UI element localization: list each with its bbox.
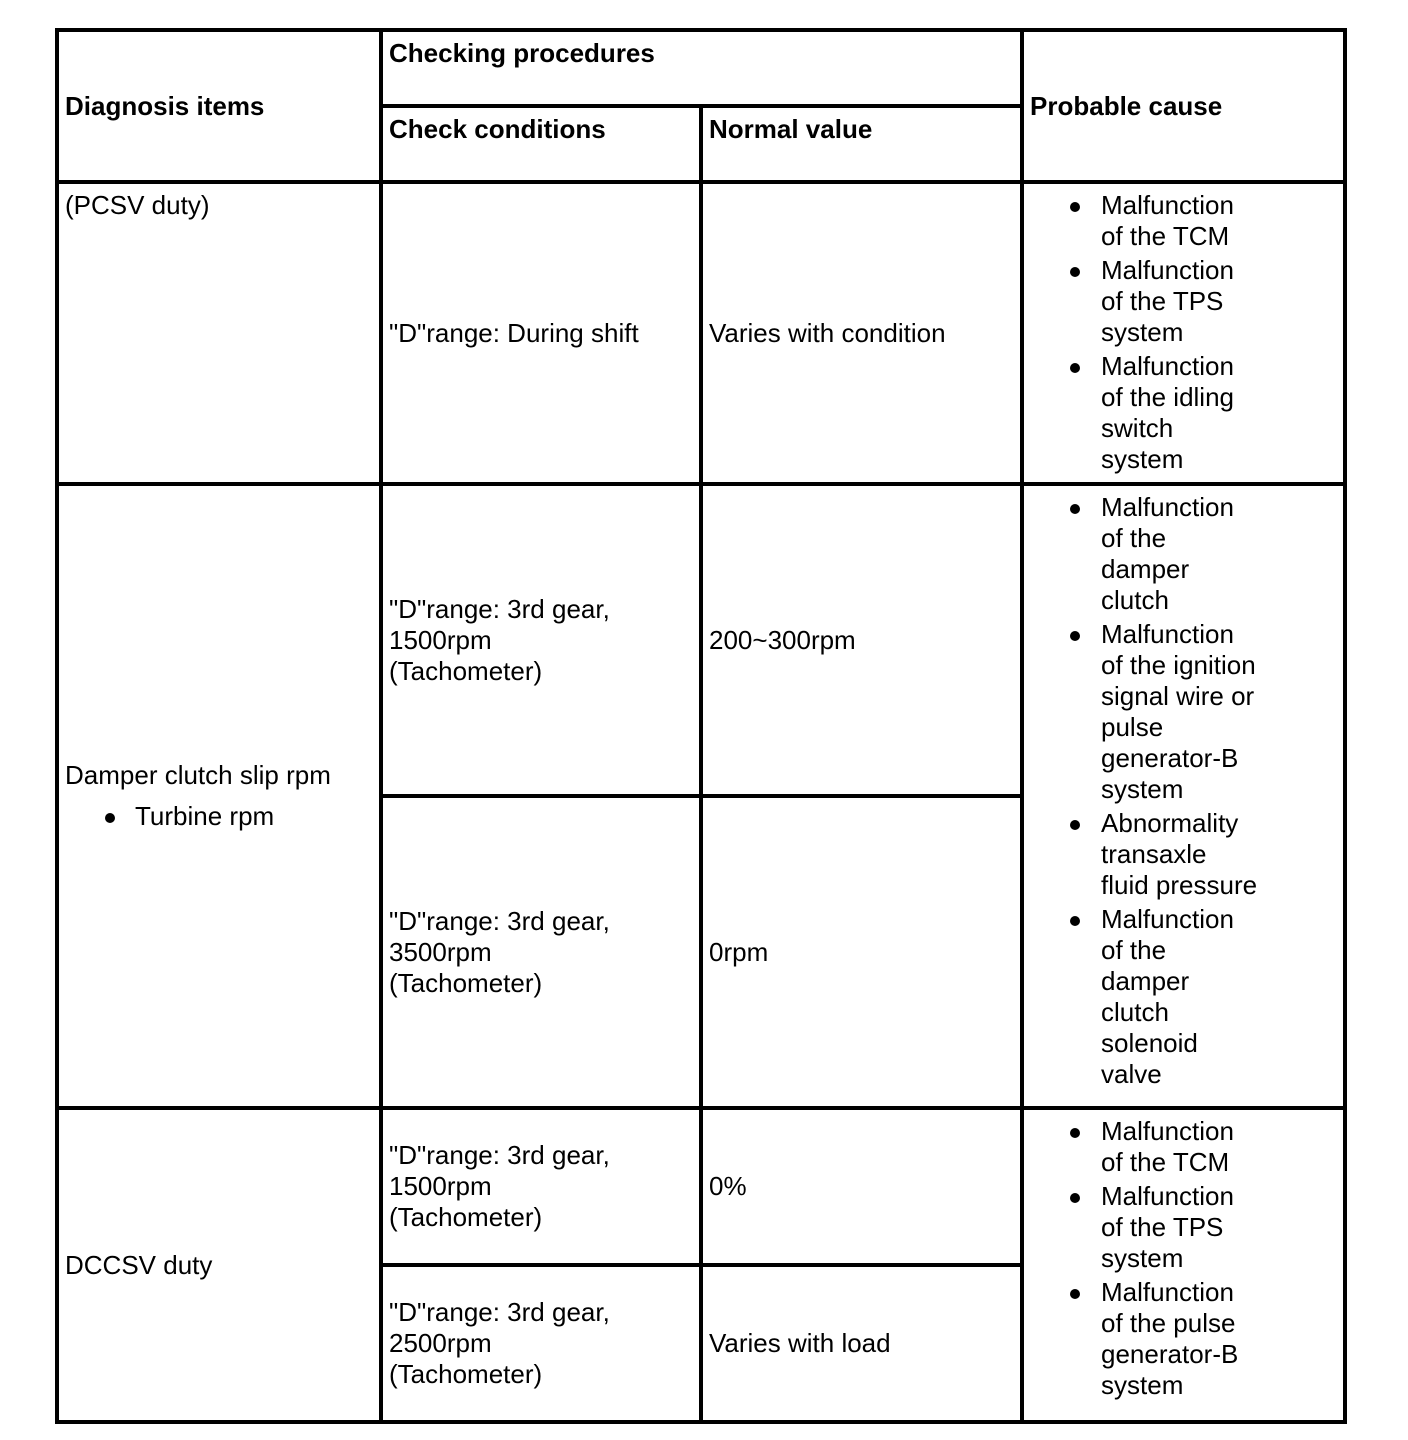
diagnosis-item: (PCSV duty) <box>57 182 381 484</box>
probable-cause-cell <box>1022 1108 1345 1422</box>
table-row <box>57 484 1345 796</box>
check-condition <box>381 182 701 484</box>
list-item: Malfunction of the TPS system <box>1030 255 1337 348</box>
check-condition: "D"range: 3rd gear, 1500rpm (Tachometer) <box>381 484 701 796</box>
cause-list <box>1030 1116 1337 1401</box>
check-condition: "D"range: 3rd gear, 2500rpm (Tachometer) <box>381 1265 701 1422</box>
diagnosis-table <box>55 28 1347 1424</box>
check-condition: "D"range: 3rd gear, 3500rpm (Tachometer) <box>381 796 701 1108</box>
header-probable-cause: Probable cause <box>1022 30 1345 182</box>
list-item: Malfunction of the ignition signal wire or pulse generator-B system <box>1030 619 1337 805</box>
list-item: Abnormality transaxle fluid pressure <box>1030 808 1337 901</box>
normal-value: 0% <box>701 1108 1022 1265</box>
table-row <box>57 1108 1345 1265</box>
probable-cause-cell <box>1022 484 1345 1108</box>
diagnosis-item: Damper clutch slip rpm <box>65 760 331 790</box>
table-row <box>57 182 1345 484</box>
header-diagnosis-items: Diagnosis items <box>57 30 381 182</box>
normal-value: Varies with condition <box>701 182 1022 484</box>
check-condition: "D"range: 3rd gear, 1500rpm (Tachometer) <box>381 1108 701 1265</box>
header-checking-procedures: Checking procedures <box>381 30 1022 106</box>
cause-list <box>1030 492 1337 1090</box>
check-condition-line: "D"range: During shift <box>389 317 639 348</box>
list-item: Malfunction of the TCM <box>1030 1116 1337 1178</box>
list-item: Malfunction of the pulse generator-B system <box>1030 1277 1337 1401</box>
header-check-conditions: Check conditions <box>381 106 701 182</box>
normal-value: 200~300rpm <box>701 484 1022 796</box>
diagnosis-item: DCCSV duty <box>57 1108 381 1422</box>
normal-value: 0rpm <box>701 796 1022 1108</box>
list-item: Malfunction of the TCM <box>1030 190 1337 252</box>
probable-cause-cell <box>1022 182 1345 484</box>
list-item: Malfunction of the damper clutch <box>1030 492 1337 616</box>
normal-value: Varies with load <box>701 1265 1022 1422</box>
cause-list <box>1030 190 1337 475</box>
list-item: Malfunction of the TPS system <box>1030 1181 1337 1274</box>
list-item: Malfunction of the damper clutch solenoid valve <box>1030 904 1337 1090</box>
diagnosis-item-cell <box>57 484 381 1108</box>
list-item: Malfunction of the idling switch system <box>1030 351 1337 475</box>
header-normal-value: Normal value <box>701 106 1022 182</box>
diagnosis-sub-item: Turbine rpm <box>65 801 373 832</box>
